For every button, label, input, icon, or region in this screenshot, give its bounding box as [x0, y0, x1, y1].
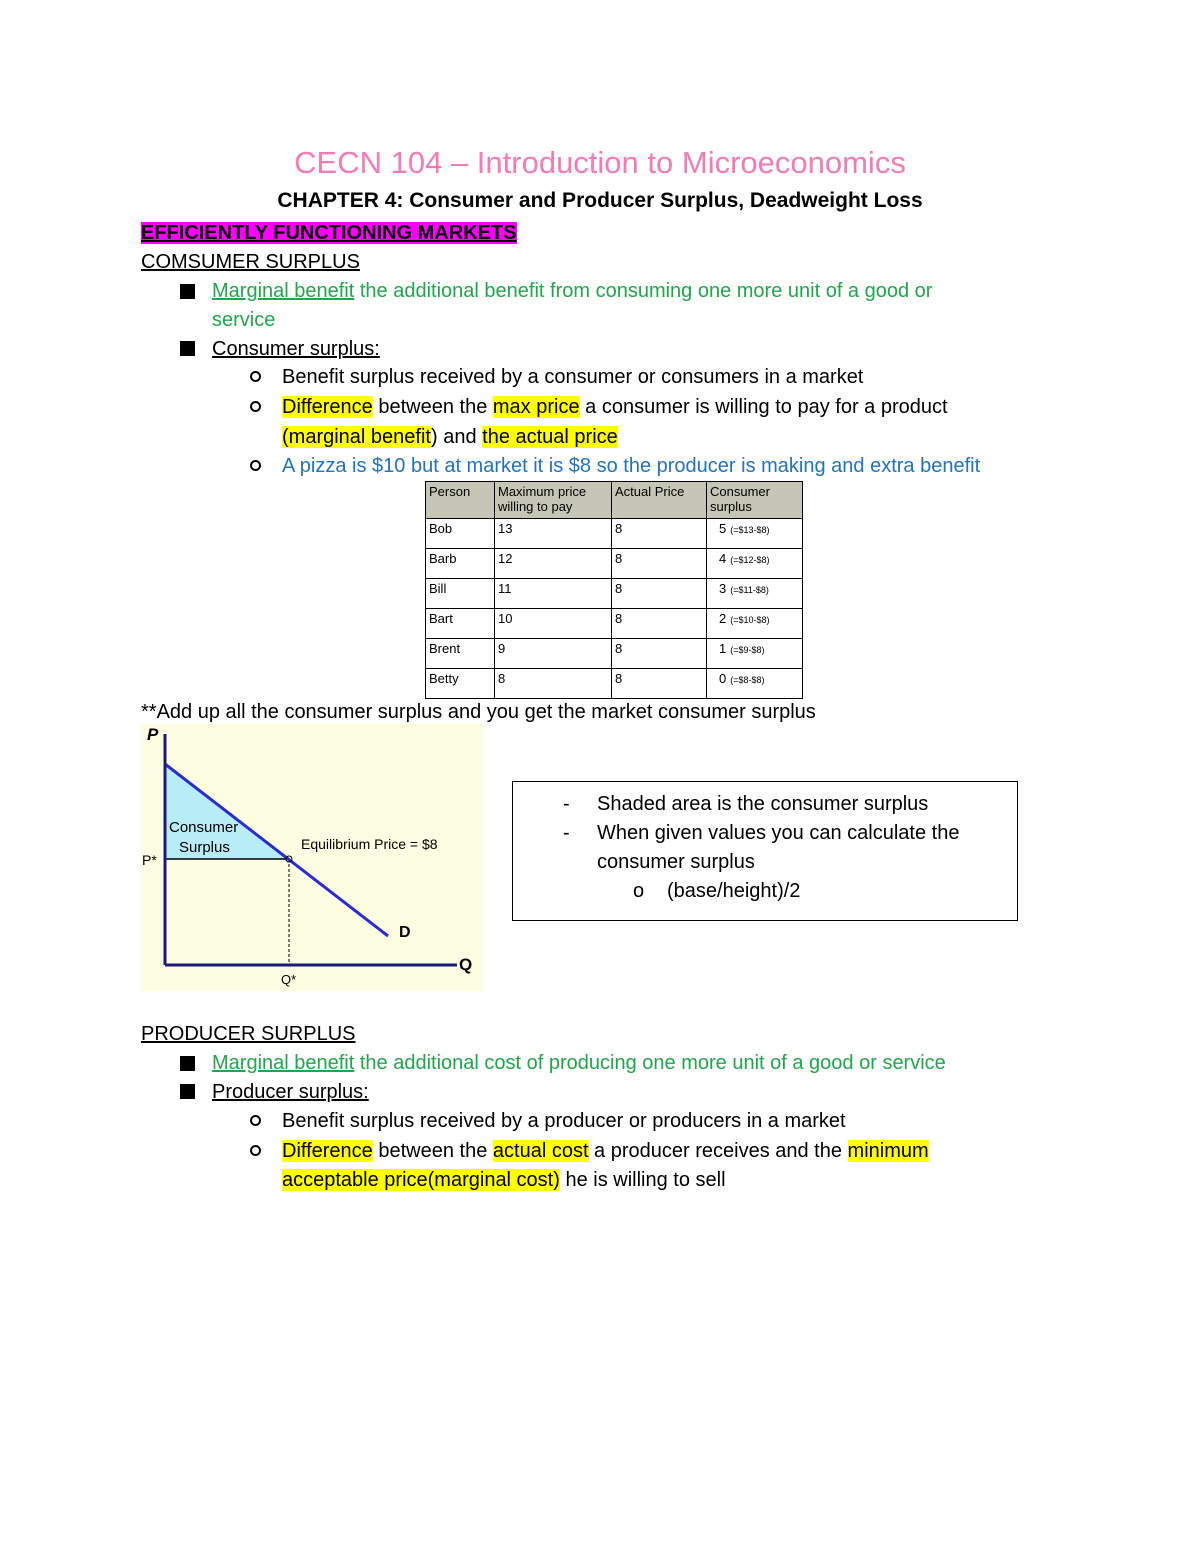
cs-calc: (=$9-$8) — [730, 645, 765, 655]
square-bullet-icon — [180, 341, 195, 356]
notes-box — [512, 781, 1018, 921]
add-up-note: **Add up all the consumer surplus and you get the market consumer surplus — [141, 701, 816, 723]
table-row — [426, 639, 803, 669]
x-axis-label: Q — [459, 955, 473, 974]
square-bullet-icon — [180, 1056, 195, 1071]
section-heading — [141, 218, 517, 248]
table-cell-person: Bill — [426, 579, 495, 609]
table-cell-max: 13 — [495, 519, 612, 549]
shaded-label-line1: Consumer — [169, 819, 239, 836]
table-cell-cs — [707, 639, 803, 669]
consumer-sub2-cont — [282, 422, 618, 452]
table-cell-person: Brent — [426, 639, 495, 669]
producer-mb-line — [212, 1048, 946, 1078]
table-cell-cs — [707, 609, 803, 639]
table-cell-actual: 8 — [612, 639, 707, 669]
cs-calc: (=$12-$8) — [730, 555, 770, 565]
hl-acceptable-price: acceptable price(marginal cost) — [282, 1169, 560, 1191]
shaded-label-line2: Surplus — [179, 839, 230, 856]
producer-mb-term: Marginal benefit — [212, 1052, 355, 1074]
table-cell-actual: 8 — [612, 579, 707, 609]
circle-bullet-icon — [250, 371, 261, 382]
square-bullet-icon — [180, 1084, 195, 1099]
table-cell-max: 8 — [495, 669, 612, 699]
table-cell-max: 12 — [495, 549, 612, 579]
dash-bullet: - — [563, 793, 570, 815]
table-header: Consumer surplus — [707, 482, 803, 519]
cs-calc: (=$8-$8) — [730, 675, 765, 685]
table-row — [426, 669, 803, 699]
producer-mb-def: the additional cost of producing one more unit of a good or service — [354, 1052, 946, 1074]
cs-value: 2 — [719, 611, 727, 626]
sub2-text: he is willing to sell — [559, 1169, 726, 1191]
note-item-1: Shaded area is the consumer surplus — [597, 793, 929, 815]
consumer-sub1: Benefit surplus received by a consumer or consumers in a market — [282, 366, 864, 388]
table-cell-person: Bob — [426, 519, 495, 549]
table-cell-person: Bart — [426, 609, 495, 639]
table-cell-cs — [707, 579, 803, 609]
sub2-text: a producer receives and the — [588, 1140, 848, 1162]
table-cell-cs — [707, 549, 803, 579]
section-heading-text: EFFICIENTLY FUNCTIONING MARKETS — [141, 222, 517, 244]
table-row — [426, 549, 803, 579]
table-header: Person — [426, 482, 495, 519]
cs-value: 1 — [719, 641, 727, 656]
consumer-sub2 — [282, 392, 948, 422]
consumer-heading: COMSUMER SURPLUS — [141, 251, 360, 273]
table-cell-max: 11 — [495, 579, 612, 609]
table-cell-actual: 8 — [612, 549, 707, 579]
sub2-text: ) and — [430, 426, 483, 448]
mb-def: the additional benefit from consuming one more unit of a good or — [354, 280, 933, 302]
table-row — [426, 609, 803, 639]
cs-calc: (=$11-$8) — [730, 585, 769, 595]
sub2-text: a consumer is willing to pay for a product — [579, 396, 948, 418]
table-header: Maximum price willing to pay — [495, 482, 612, 519]
hl-difference: Difference — [282, 396, 373, 418]
hl-max-price: max price — [492, 396, 580, 418]
table-cell-person: Barb — [426, 549, 495, 579]
table-header: Actual Price — [612, 482, 707, 519]
table-row — [426, 519, 803, 549]
cs-value: 4 — [719, 551, 727, 566]
x-tick-qstar: Q* — [281, 972, 297, 987]
equilibrium-annotation: Equilibrium Price = $8 — [301, 836, 438, 852]
sub2-text: between the — [372, 396, 493, 418]
sub2-text: between the — [372, 1140, 493, 1162]
cs-calc: (=$13-$8) — [730, 525, 770, 535]
demand-label: D — [399, 924, 411, 941]
cs-value: 0 — [719, 671, 727, 686]
hl-paren: ( — [282, 426, 289, 448]
table-cell-actual: 8 — [612, 669, 707, 699]
circle-bullet-icon — [250, 460, 261, 471]
cs-value: 3 — [719, 581, 727, 596]
table-cell-max: 10 — [495, 609, 612, 639]
o-bullet: o — [633, 880, 645, 902]
circle-bullet-icon — [250, 1145, 261, 1156]
table-cell-actual: 8 — [612, 519, 707, 549]
chapter-subtitle: CHAPTER 4: Consumer and Producer Surplus, Deadweight Loss — [277, 189, 923, 212]
hl-actual-price: the actual price — [482, 426, 618, 448]
table-cell-cs — [707, 519, 803, 549]
document-title: CECN 104 – Introduction to Microeconomics — [294, 145, 906, 180]
table-cell-person: Betty — [426, 669, 495, 699]
producer-sub1: Benefit surplus received by a producer or producers in a market — [282, 1110, 846, 1132]
circle-bullet-icon — [250, 1115, 261, 1126]
consumer-surplus-chart — [141, 724, 483, 991]
producer-heading: PRODUCER SURPLUS — [141, 1023, 356, 1045]
table-cell-actual: 8 — [612, 609, 707, 639]
hl-actual-cost: actual cost — [492, 1140, 589, 1162]
consumer-mb-line-2: service — [212, 309, 276, 331]
hl-minimum: minimum — [847, 1140, 929, 1162]
y-axis-label: P — [147, 725, 159, 744]
consumer-surplus-term: Consumer surplus: — [212, 338, 380, 360]
circle-bullet-icon — [250, 401, 261, 412]
producer-sub2-cont — [282, 1165, 726, 1195]
table-row — [426, 579, 803, 609]
consumer-sub3: A pizza is $10 but at market it is $8 so the producer is making and extra benefit — [282, 455, 981, 477]
note-formula: (base/height)/2 — [667, 880, 801, 902]
square-bullet-icon — [180, 284, 195, 299]
dash-bullet: - — [563, 822, 570, 844]
cs-calc: (=$10-$8) — [730, 615, 770, 625]
cs-value: 5 — [719, 521, 727, 536]
table-cell-cs — [707, 669, 803, 699]
consumer-mb-line — [212, 276, 932, 306]
hl-difference: Difference — [282, 1140, 373, 1162]
note-item-2: When given values you can calculate the — [597, 822, 960, 844]
hl-marginal-benefit: marginal benefit — [288, 426, 431, 448]
y-tick-pstar: P* — [142, 852, 157, 868]
note-item-2-cont: consumer surplus — [597, 851, 755, 873]
table-cell-max: 9 — [495, 639, 612, 669]
producer-surplus-term: Producer surplus: — [212, 1081, 369, 1103]
mb-term: Marginal benefit — [212, 280, 355, 302]
producer-sub2 — [282, 1136, 929, 1166]
consumer-surplus-table — [425, 481, 803, 699]
